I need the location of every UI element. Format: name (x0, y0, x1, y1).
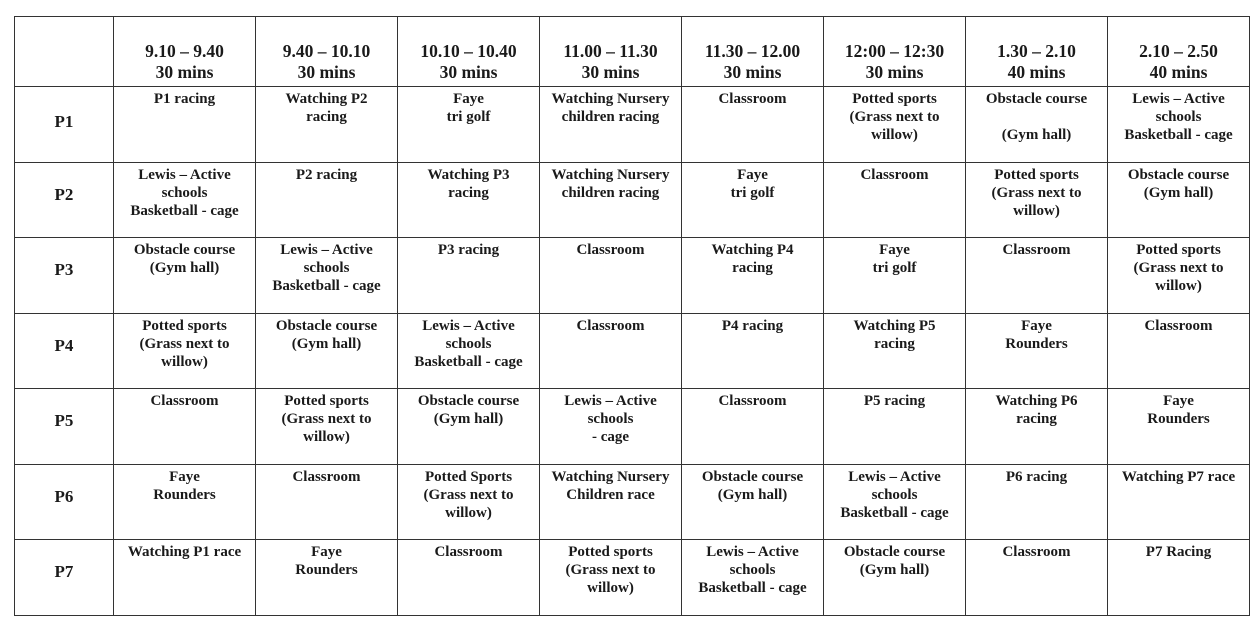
class-row-p7 (15, 540, 1250, 616)
activity-cell: Obstacle course (Gym hall) (256, 313, 398, 389)
activity-cell: Watching P5 racing (824, 313, 966, 389)
activity-cell: Watching P6 racing (966, 389, 1108, 465)
slot-duration: 30 mins (155, 62, 214, 82)
activity-cell: Classroom (682, 87, 824, 163)
activity-cell: Watching P3 racing (398, 162, 540, 238)
class-row-p3 (15, 238, 1250, 314)
slot-time: 11.30 – 12.00 (704, 41, 801, 61)
slot-time: 9.40 – 10.10 (282, 41, 371, 61)
activity-cell: Lewis – Active schools Basketball - cage (682, 540, 824, 616)
activity-cell: P3 racing (398, 238, 540, 314)
activity-cell: Obstacle course (Gym hall) (682, 464, 824, 540)
slot-duration: 30 mins (723, 62, 782, 82)
activity-cell: Obstacle course (Gym hall) (114, 238, 256, 314)
activity-cell: Faye tri golf (398, 87, 540, 163)
activity-cell: Potted sports (Grass next to willow) (540, 540, 682, 616)
activity-cell: Classroom (966, 238, 1108, 314)
class-row-p1 (15, 87, 1250, 163)
activity-cell: Potted Sports (Grass next to willow) (398, 464, 540, 540)
slot-time: 9.10 – 9.40 (145, 41, 224, 61)
activity-cell: Potted sports (Grass next to willow) (966, 162, 1108, 238)
slot-duration: 30 mins (581, 62, 640, 82)
class-row-p6 (15, 464, 1250, 540)
activity-cell: Classroom (966, 540, 1108, 616)
class-label: P2 (15, 162, 114, 238)
activity-cell: Classroom (824, 162, 966, 238)
sports-day-timetable (14, 16, 1250, 616)
activity-cell: Faye Rounders (256, 540, 398, 616)
class-label: P5 (15, 389, 114, 465)
slot-header (1108, 17, 1250, 87)
activity-cell: Lewis – Active schools Basketball - cage (256, 238, 398, 314)
slot-header (966, 17, 1108, 87)
activity-cell: P5 racing (824, 389, 966, 465)
activity-cell: Watching Nursery children racing (540, 87, 682, 163)
activity-cell: Watching P1 race (114, 540, 256, 616)
activity-cell: Faye Rounders (1108, 389, 1250, 465)
activity-cell: P4 racing (682, 313, 824, 389)
activity-cell: Potted sports (Grass next to willow) (256, 389, 398, 465)
class-row-p4 (15, 313, 1250, 389)
activity-cell: P2 racing (256, 162, 398, 238)
slot-duration: 30 mins (439, 62, 498, 82)
slot-time: 1.30 – 2.10 (997, 41, 1076, 61)
activity-cell: Watching Nursery children racing (540, 162, 682, 238)
activity-cell: Faye Rounders (966, 313, 1108, 389)
slot-header (540, 17, 682, 87)
slot-header (114, 17, 256, 87)
slot-duration: 30 mins (865, 62, 924, 82)
class-label: P1 (15, 87, 114, 163)
slot-time: 2.10 – 2.50 (1139, 41, 1218, 61)
activity-cell: Classroom (256, 464, 398, 540)
activity-cell: Lewis – Active schools Basketball - cage (114, 162, 256, 238)
slot-duration: 30 mins (297, 62, 356, 82)
activity-cell: Classroom (682, 389, 824, 465)
timetable-sheet (14, 16, 1248, 612)
class-label: P6 (15, 464, 114, 540)
slot-duration: 40 mins (1149, 62, 1208, 82)
activity-cell: Obstacle course (Gym hall) (1108, 162, 1250, 238)
activity-cell: Faye tri golf (824, 238, 966, 314)
slot-header (682, 17, 824, 87)
class-row-p2 (15, 162, 1250, 238)
activity-cell: Obstacle course (Gym hall) (398, 389, 540, 465)
activity-cell: Lewis – Active schools - cage (540, 389, 682, 465)
activity-cell: Watching P7 race (1108, 464, 1250, 540)
activity-cell: Lewis – Active schools Basketball - cage (1108, 87, 1250, 163)
activity-cell: Potted sports (Grass next to willow) (824, 87, 966, 163)
activity-cell: Classroom (540, 313, 682, 389)
activity-cell: Classroom (398, 540, 540, 616)
activity-cell: Classroom (540, 238, 682, 314)
slot-header (256, 17, 398, 87)
activity-cell: Faye Rounders (114, 464, 256, 540)
class-label: P3 (15, 238, 114, 314)
activity-cell: Lewis – Active schools Basketball - cage (824, 464, 966, 540)
slot-time: 11.00 – 11.30 (563, 41, 658, 61)
class-row-p5 (15, 389, 1250, 465)
activity-cell: P1 racing (114, 87, 256, 163)
slot-header (824, 17, 966, 87)
activity-cell: Lewis – Active schools Basketball - cage (398, 313, 540, 389)
activity-cell: Faye tri golf (682, 162, 824, 238)
corner-cell (15, 17, 114, 87)
class-label: P7 (15, 540, 114, 616)
activity-cell: Watching P4 racing (682, 238, 824, 314)
activity-cell: Potted sports (Grass next to willow) (1108, 238, 1250, 314)
slot-time: 12:00 – 12:30 (844, 41, 945, 61)
activity-cell: Watching P2 racing (256, 87, 398, 163)
slot-time: 10.10 – 10.40 (420, 41, 517, 61)
class-label: P4 (15, 313, 114, 389)
slot-header (398, 17, 540, 87)
activity-cell: Obstacle course (Gym hall) (824, 540, 966, 616)
activity-cell: Classroom (114, 389, 256, 465)
activity-cell: Obstacle course (Gym hall) (966, 87, 1108, 163)
header-row (15, 17, 1250, 87)
activity-cell: Watching Nursery Children race (540, 464, 682, 540)
activity-cell: Potted sports (Grass next to willow) (114, 313, 256, 389)
activity-cell: P7 Racing (1108, 540, 1250, 616)
activity-cell: P6 racing (966, 464, 1108, 540)
slot-duration: 40 mins (1007, 62, 1066, 82)
activity-cell: Classroom (1108, 313, 1250, 389)
